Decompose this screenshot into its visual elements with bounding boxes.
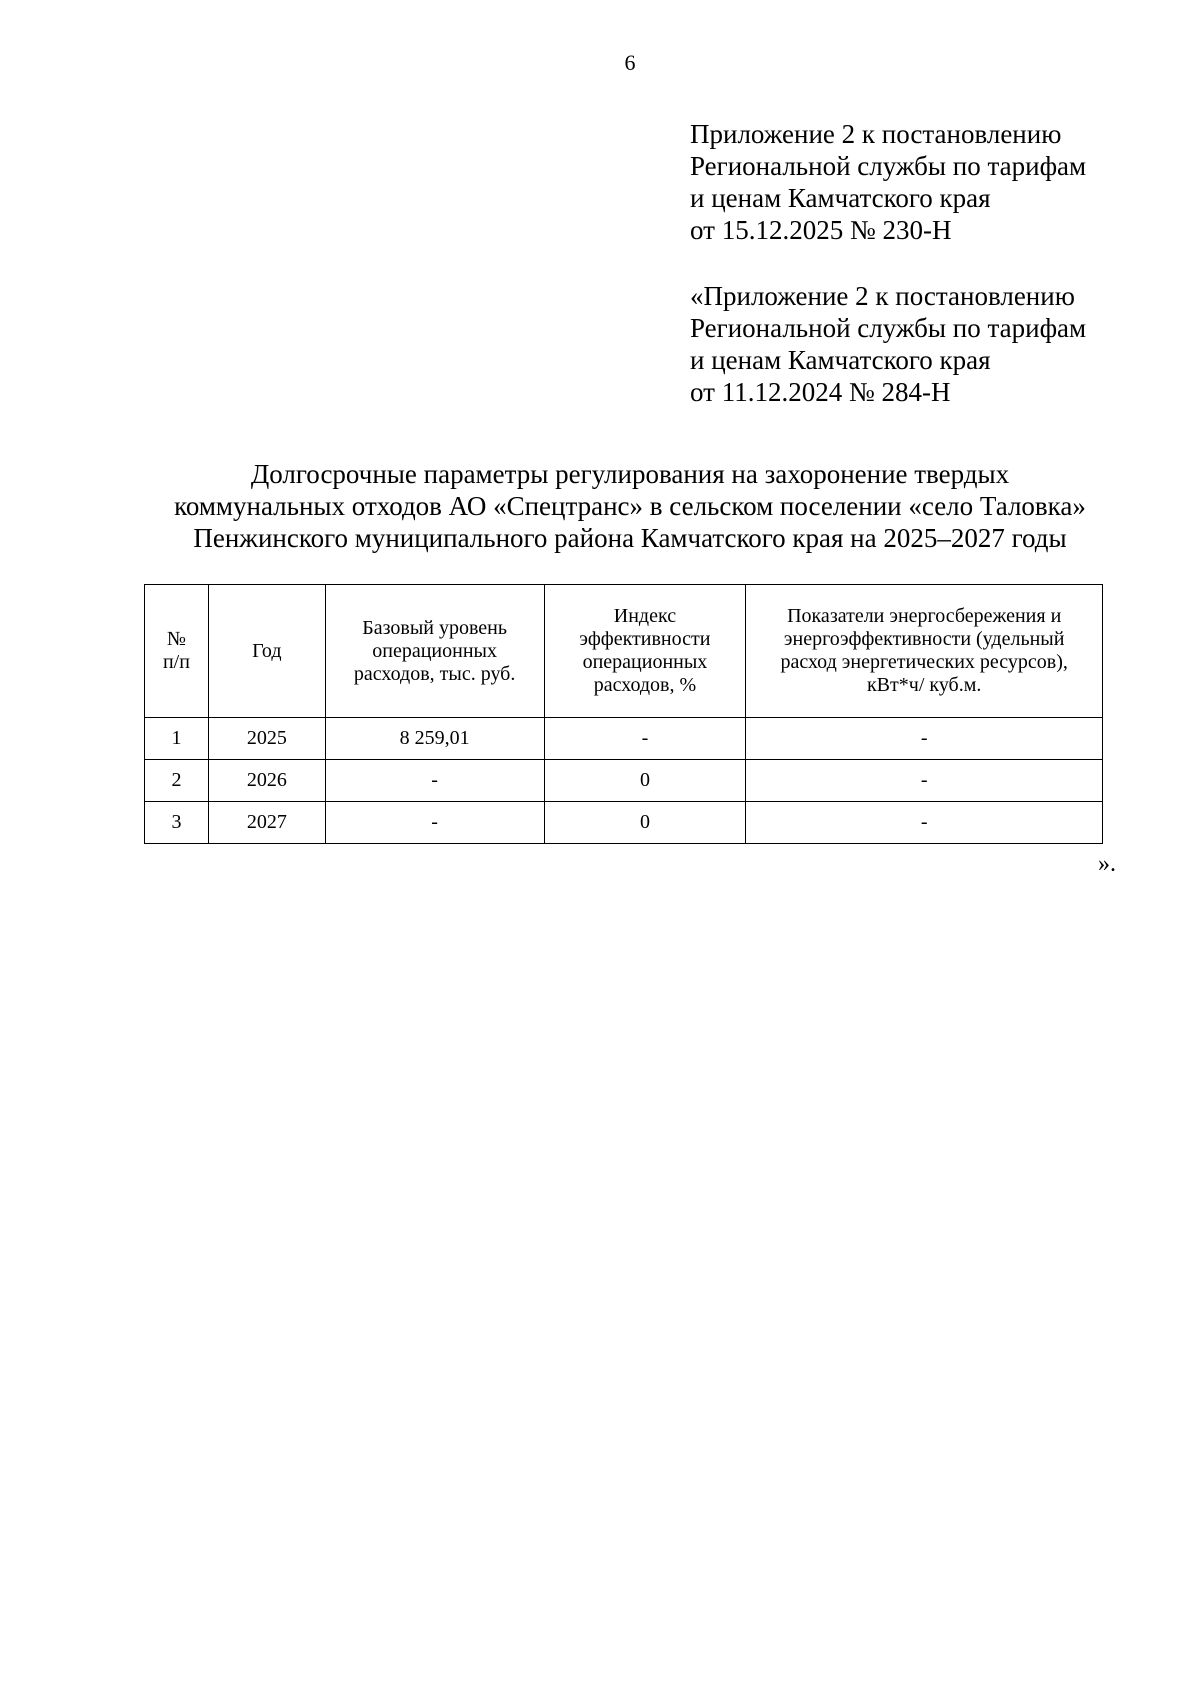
appendix-reference-new (690, 118, 1170, 246)
appendix-new-line: и ценам Камчатского края (690, 183, 991, 213)
appendix-old-line: от 11.12.2024 № 284-Н (690, 377, 951, 407)
table-row (145, 760, 1103, 802)
appendix-new-line: от 15.12.2025 № 230-Н (690, 215, 952, 245)
appendix-new-line: Приложение 2 к постановлению (690, 119, 1062, 149)
closing-quote: ». (1098, 851, 1116, 877)
cell-energy-indicators: - (746, 802, 1103, 844)
cell-energy-indicators: - (746, 718, 1103, 760)
appendix-old-line: «Приложение 2 к постановлению (690, 281, 1075, 311)
title-line: Пенжинского муниципального района Камчатского края на 2025–2027 годы (193, 523, 1067, 553)
appendix-reference-old (690, 280, 1170, 408)
document-title (130, 458, 1130, 554)
title-line: Долгосрочные параметры регулирования на захоронение твердых (250, 459, 1010, 489)
page-number: 6 (624, 50, 636, 75)
cell-efficiency-index: - (544, 718, 746, 760)
cell-base-opex: - (325, 802, 544, 844)
appendix-old-line: Региональной службы по тарифам (690, 313, 1087, 343)
cell-base-opex: 8 259,01 (325, 718, 544, 760)
header-efficiency-index: Индекс эффективности операционных расходов, % (544, 585, 746, 718)
header-base-opex: Базовый уровень операционных расходов, тыс. руб. (325, 585, 544, 718)
cell-year: 2026 (208, 760, 325, 802)
header-energy-indicators: Показатели энергосбережения и энергоэффективности (удельный расход энергетических ресурсов), кВт*ч/ куб.м. (746, 585, 1103, 718)
title-line: коммунальных отходов АО «Спецтранс» в сельском поселении «село Таловка» (174, 491, 1086, 521)
appendix-new-line: Региональной службы по тарифам (690, 151, 1087, 181)
header-year: Год (208, 585, 325, 718)
parameters-table (144, 584, 1103, 844)
table-header-row (145, 585, 1103, 718)
cell-efficiency-index: 0 (544, 802, 746, 844)
cell-year: 2027 (208, 802, 325, 844)
cell-number: 3 (145, 802, 209, 844)
cell-number: 2 (145, 760, 209, 802)
cell-energy-indicators: - (746, 760, 1103, 802)
table-row (145, 802, 1103, 844)
cell-base-opex: - (325, 760, 544, 802)
cell-year: 2025 (208, 718, 325, 760)
table-row (145, 718, 1103, 760)
cell-efficiency-index: 0 (544, 760, 746, 802)
header-number: № п/п (145, 585, 209, 718)
appendix-old-line: и ценам Камчатского края (690, 345, 991, 375)
cell-number: 1 (145, 718, 209, 760)
